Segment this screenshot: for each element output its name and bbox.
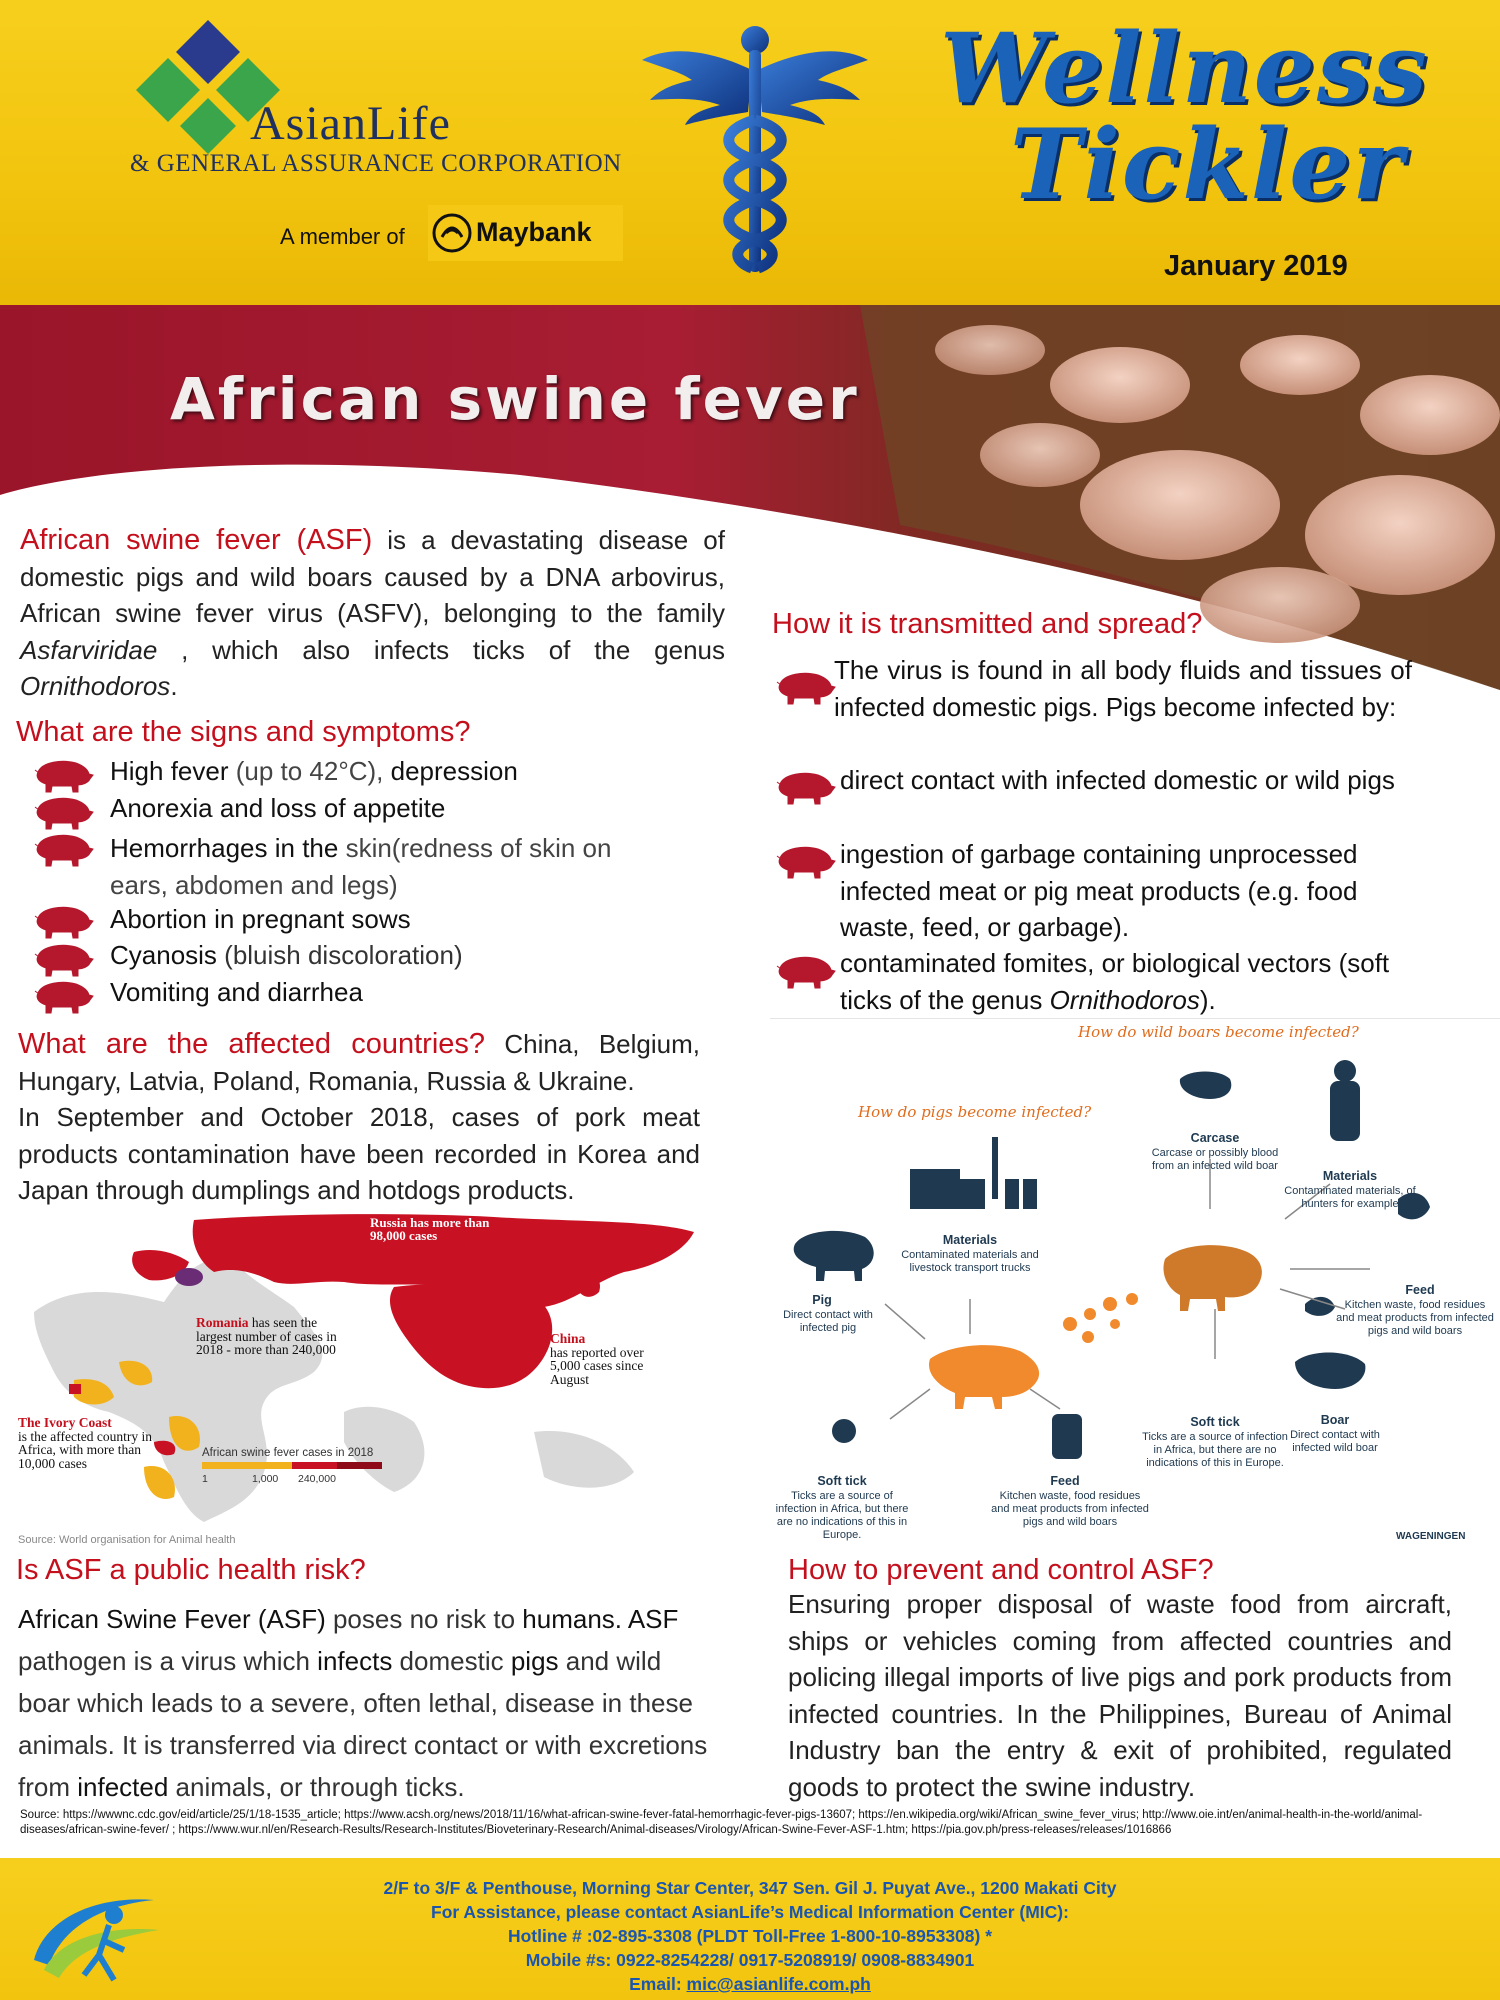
pig-bullet-icon — [774, 666, 836, 706]
maybank-name: Maybank — [476, 217, 592, 247]
countries-heading: What are the affected countries? — [18, 1028, 486, 1060]
map-label-russia: Russia has more than 98,000 cases — [370, 1215, 490, 1243]
pig-bullet-icon — [32, 754, 94, 794]
intro-lead: African swine fever (ASF) — [20, 524, 373, 556]
countries-section — [18, 1026, 700, 1209]
footer-email-line — [0, 1974, 1500, 1995]
diagram-title-pigs: How do pigs become infected? — [858, 1103, 1092, 1121]
map-legend-mid: 1,000 — [252, 1473, 279, 1485]
pig-bullet-icon — [32, 938, 94, 978]
symptom-item: High fever (up to 42°C), depression — [110, 756, 518, 786]
diagram-desc-tick-pig: Ticks are a source of infection in Africa, but there are no indications of this in Europe. — [775, 1490, 909, 1541]
symptom-item: Vomiting and diarrhea — [110, 977, 363, 1007]
prevention-paragraph: Ensuring proper disposal of waste food from aircraft, ships or vehicles coming from affected countries and policing illegal imports of live pigs and pork products from infected countries. In the Philippines, Bureau of Animal Industry ban the entry & exit of prohibited, regulated goods to protect the swine industry. — [788, 1589, 1452, 1802]
source-citations: Source: https://wwwnc.cdc.gov/eid/article/25/1/18-1535_article; https://www.acsh.org/news/2018/11/16/what-african-swine-fever-fatal-hemorrhagic-fever-pigs-13607; https://en.wikipedia.org/wiki/African_swine_fever_virus; http://www.oie.int/en/animal-health-in-the-world/animal-diseases/african-swine-fever/ ; https://www.wur.nl/en/Research-Results/Research-Institutes/Bioveterinary-Research/Animal-diseases/Virology/African-Swine-Fever-ASF-1.htm; https://pia.gov.ph/press-releases/releases/1016866 — [20, 1809, 1423, 1836]
diagram-title-boars: How do wild boars become infected? — [1078, 1023, 1359, 1041]
symptom-item: Cyanosis (bluish discoloration) — [110, 940, 463, 970]
intro-genus: Ornithodoros — [20, 671, 171, 701]
map-label-romania: Romania has seen the largest number of cases in 2018 - more than 240,000 — [196, 1315, 337, 1357]
diagram-desc-boar: Direct contact with infected wild boar — [1290, 1429, 1380, 1454]
map-legend-title: African swine fever cases in 2018 — [202, 1447, 374, 1459]
footer-email-label: Email: — [629, 1974, 687, 1994]
intro-paragraph — [20, 522, 725, 705]
symptom-item: Anorexia and loss of appetite — [110, 793, 446, 823]
transmission-item: ingestion of garbage containing unprocessed infected meat or pig meat products (e.g. food waste, feed, or garbage). — [840, 839, 1358, 942]
map-legend-max: 240,000 — [298, 1473, 336, 1485]
symptom-item: Abortion in pregnant sows — [110, 904, 411, 934]
intro-text-1: is a devastating disease of domestic pigs and wild boars caused by a DNA arbovirus, African swine fever virus (ASFV), belonging to the family — [20, 525, 725, 628]
diagram-label-tick-pig: Soft tick — [817, 1474, 867, 1488]
diagram-desc-feed-boar: Kitchen waste, food residues and meat products from infected pigs and wild boars — [1336, 1299, 1494, 1337]
diagram-desc-pig: Direct contact with infected pig — [783, 1309, 873, 1334]
transmission-intro: The virus is found in all body fluids and tissues of infected domestic pigs. Pigs become infected by: — [834, 655, 1412, 722]
diagram-label-boar: Boar — [1320, 1413, 1350, 1427]
map-label-china: China has reported over 5,000 cases since August — [550, 1331, 644, 1387]
diagram-desc-carcase: Carcase or possibly blood from an infected wild boar — [1151, 1147, 1279, 1172]
issue-date: January 2019 — [1164, 250, 1348, 282]
diagram-desc-materials-pigs: Contaminated materials and livestock transport trucks — [901, 1249, 1039, 1274]
member-text: A member of — [280, 224, 405, 249]
caduceus-icon — [640, 10, 870, 280]
diagram-label-pig: Pig — [812, 1293, 832, 1307]
intro-text-3: . — [170, 671, 178, 701]
map-legend-min: 1 — [202, 1473, 208, 1485]
header — [0, 0, 1500, 305]
public-health-paragraph: African Swine Fever (ASF) poses no risk to humans. ASF pathogen is a virus which infects domestic pigs and wild boar which leads to a severe, often lethal, disease in these animals. It is transferred via direct contact or with excretions from infected animals, or through ticks. — [18, 1604, 708, 1802]
pig-bullet-icon — [32, 791, 94, 831]
public-health-heading: Is ASF a public health risk? — [16, 1554, 366, 1586]
countries-paragraph: In September and October 2018, cases of pork meat products contamination have been recorded in Korea and Japan through dumplings and hotdogs products. — [18, 1102, 700, 1205]
diagram-label-tick-boar: Soft tick — [1190, 1415, 1240, 1429]
banner-title: African swine fever — [170, 365, 860, 433]
pig-bullet-icon — [32, 975, 94, 1015]
maybank-tiger-icon — [432, 213, 472, 253]
diagram-label-materials-pigs: Materials — [942, 1233, 998, 1247]
symptoms-heading: What are the signs and symptoms? — [16, 716, 471, 748]
map-label-ivory-coast: The Ivory Coast is the affected country in Africa, with more than 10,000 cases — [18, 1415, 152, 1471]
maybank-logo — [428, 205, 623, 261]
map-source: Source: World organisation for Animal health — [18, 1534, 236, 1546]
countries-list: China, Belgium, Hungary, Latvia, Poland, Romania, Russia & Ukraine. — [18, 1029, 700, 1096]
footer-hotline: Hotline # :02-895-3308 (PLDT Toll-Free 1-800-10-8953308) * — [507, 1926, 993, 1946]
transmission-heading: How it is transmitted and spread? — [772, 608, 1203, 640]
diagram-desc-feed-pig: Kitchen waste, food residues and meat products from infected pigs and wild boars — [991, 1490, 1149, 1528]
pig-bullet-icon — [774, 950, 836, 990]
pig-bullet-icon — [32, 900, 94, 940]
prevention-heading: How to prevent and control ASF? — [788, 1554, 1214, 1586]
footer-mobile: Mobile #s: 0922-8254228/ 0917-5208919/ 0908-8834901 — [525, 1950, 975, 1970]
asf-world-map — [14, 1212, 710, 1552]
diagram-label-feed-boar: Feed — [1405, 1283, 1435, 1297]
intro-text-2: , which also infects ticks of the genus — [157, 634, 725, 665]
diagram-desc-materials-hunters: Contaminated materials, of hunters for example — [1284, 1185, 1416, 1210]
diagram-desc-tick-boar: Ticks are a source of infection in Africa, but there are no indications of this in Europe. — [1142, 1431, 1288, 1469]
transmission-item: contaminated fomites, or biological vectors (soft ticks of the genus Ornithodoros). — [840, 948, 1390, 1015]
intro-family: Asfarviridae — [20, 634, 158, 665]
footer-email-link[interactable]: mic@asianlife.com.ph — [686, 1974, 871, 1994]
diagram-label-materials-hunters: Materials — [1322, 1169, 1378, 1183]
transmission-item: direct contact with infected domestic or wild pigs — [840, 765, 1395, 795]
wageningen-logo: WAGENINGEN — [1396, 1531, 1466, 1542]
footer — [0, 1858, 1500, 2000]
footer-address: 2/F to 3/F & Penthouse, Morning Star Center, 347 Sen. Gil J. Puyat Ave., 1200 Makati City — [383, 1878, 1117, 1898]
infection-diagram — [770, 1018, 1500, 1553]
diagram-label-feed-pig: Feed — [1050, 1474, 1080, 1488]
footer-assistance: For Assistance, please contact AsianLife’s Medical Information Center (MIC): — [431, 1902, 1069, 1922]
symptom-item: Hemorrhages in the skin(redness of skin on ears, abdomen and legs) — [110, 833, 612, 900]
pig-bullet-icon — [774, 766, 836, 806]
newsletter-title-line2: Tickler — [1010, 108, 1405, 221]
company-name: AsianLife — [250, 97, 451, 150]
pig-bullet-icon — [32, 828, 94, 868]
company-subtitle: & GENERAL ASSURANCE CORPORATION — [130, 150, 622, 177]
diagram-label-carcase: Carcase — [1190, 1131, 1240, 1145]
newsletter-title-line1: Wellness — [940, 12, 1429, 125]
pig-bullet-icon — [774, 840, 836, 880]
